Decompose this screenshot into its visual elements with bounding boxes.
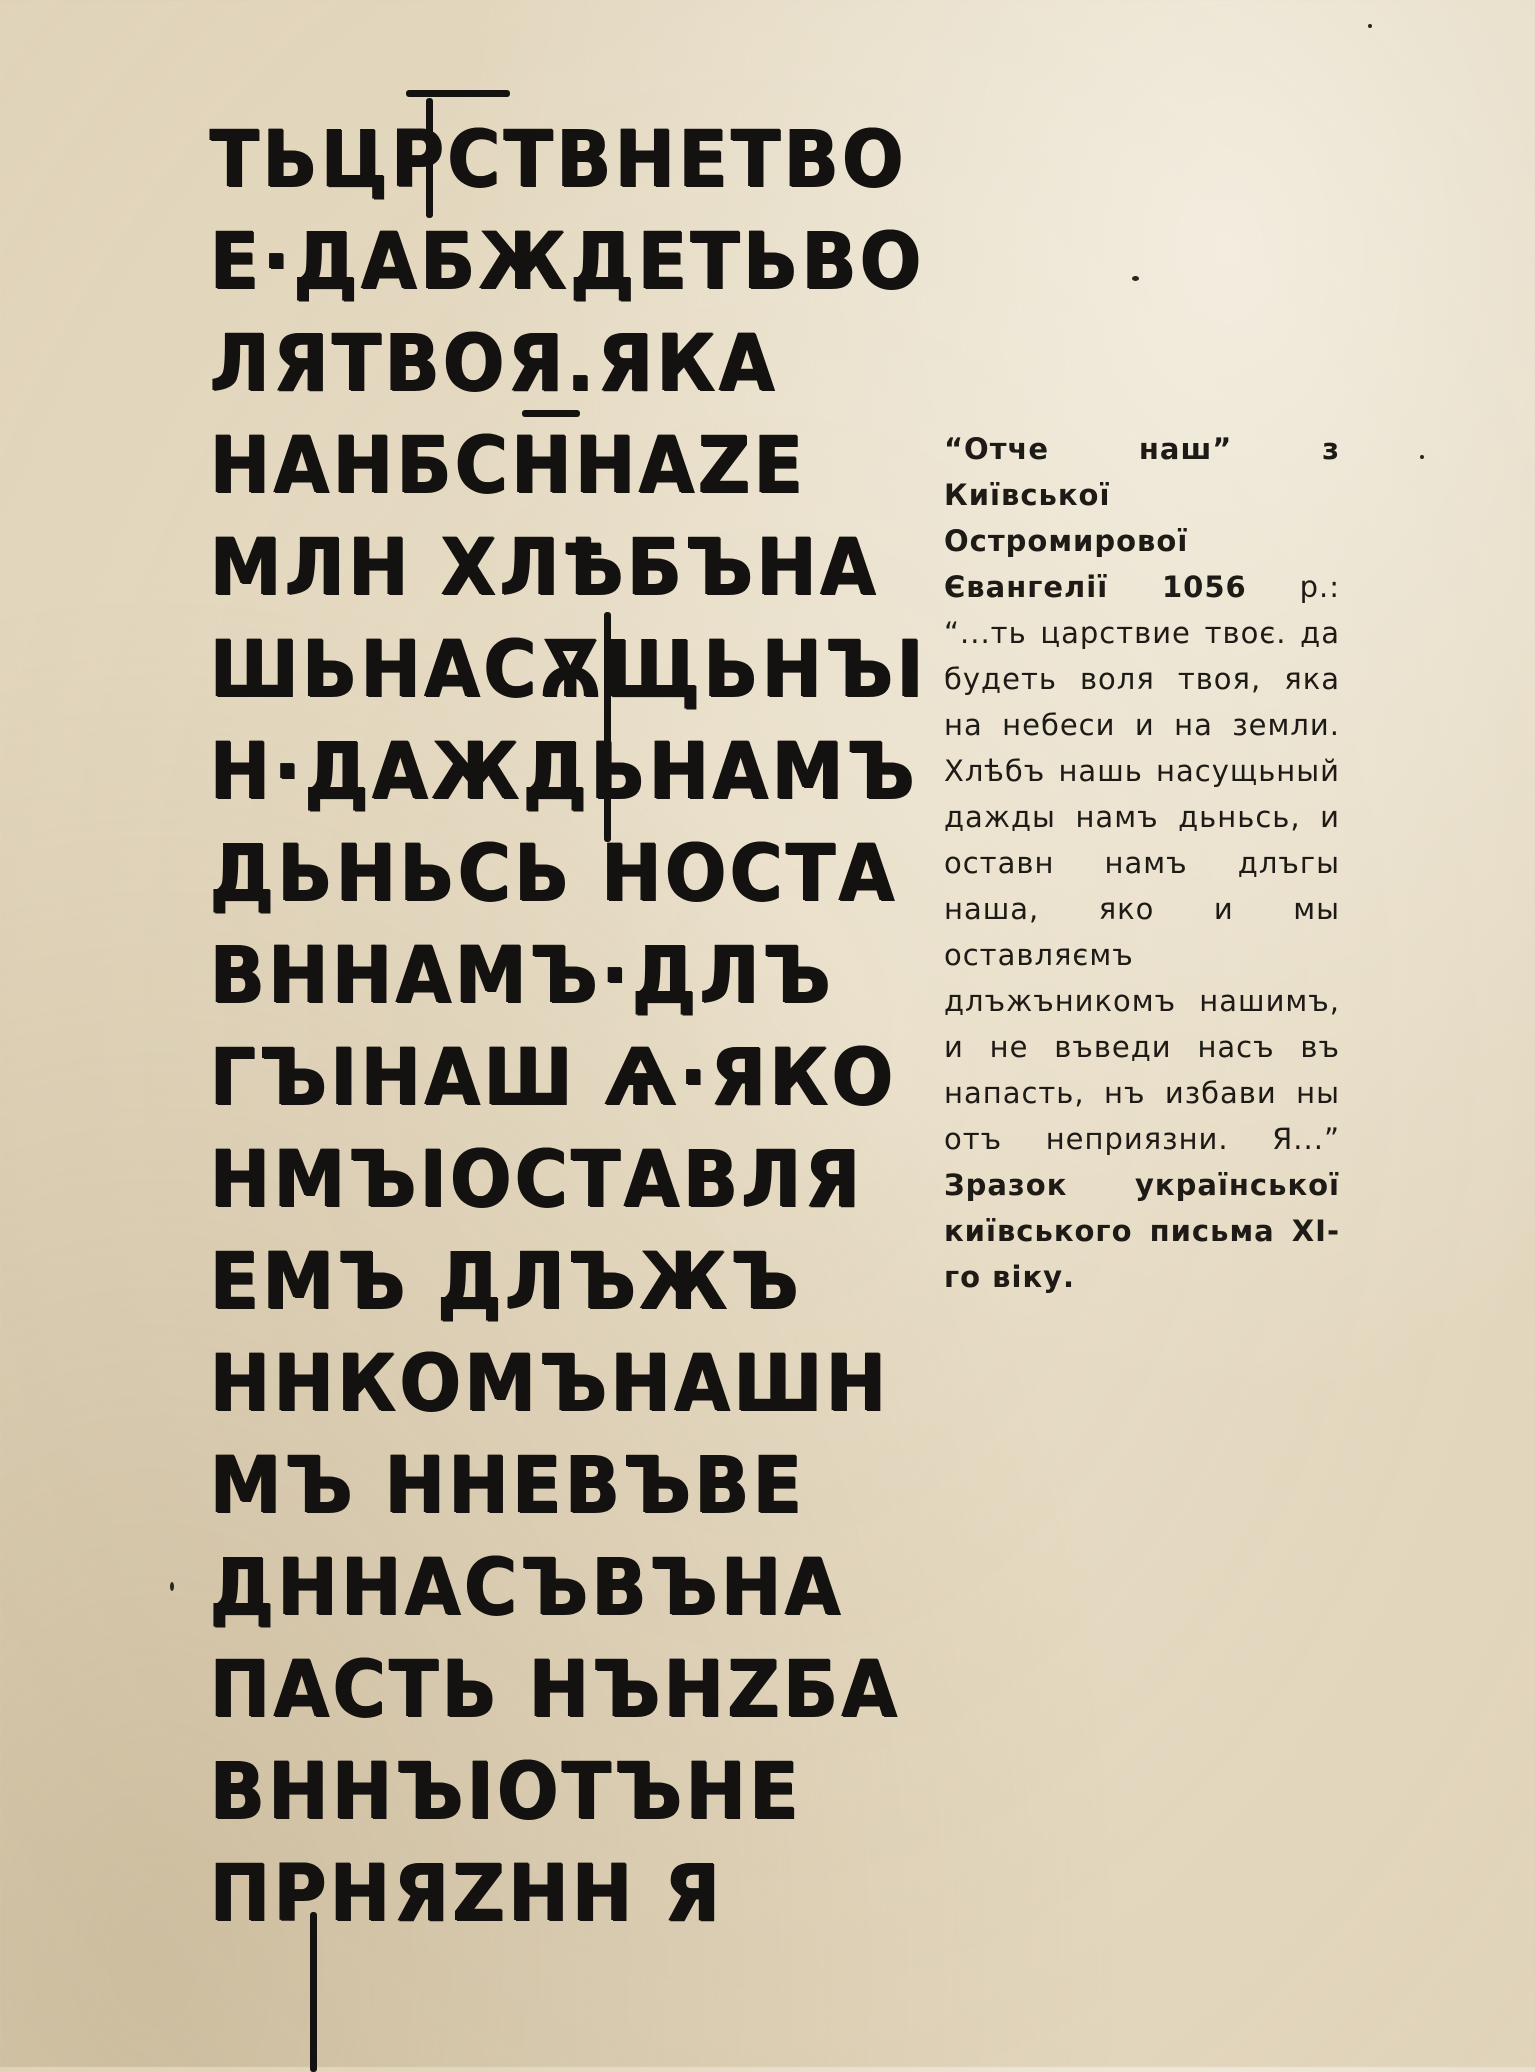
manuscript-line: ВННАМЪ·ДЛЪ	[210, 931, 835, 1021]
paper-speck	[1132, 276, 1139, 281]
manuscript-line: ННКОМЪНАШН	[210, 1339, 890, 1429]
manuscript-line: ДЬНЬСЬ НОСТА	[210, 829, 899, 919]
caption-text	[944, 426, 1340, 1300]
manuscript-line: ДННАСЪВЪНА	[210, 1543, 845, 1633]
caption-title: “Отче наш” з Київської Остромирової Євангелії 1056	[944, 432, 1340, 604]
manuscript-line: ШЬНАСѪЩЬНЪІ	[210, 625, 928, 715]
manuscript-line: МЪ ННЕВЪВЕ	[210, 1441, 806, 1531]
paper-speck	[1368, 24, 1372, 28]
manuscript-line: Е·ДАБЖДЕТЬВО	[210, 217, 925, 307]
manuscript-line: НАНБСННАZЕ	[210, 421, 807, 511]
manuscript-line: ПРНЯZНН Я	[210, 1849, 724, 1939]
paper-speck	[170, 1582, 174, 1591]
manuscript-line: ВННЪІОТЪНЕ	[210, 1747, 803, 1837]
manuscript-line: Н·ДАЖДЬНАМЪ	[210, 727, 919, 817]
manuscript-line: ЛЯТВОЯ.ЯКА	[210, 319, 779, 409]
titlo-mark	[406, 90, 510, 97]
caption-note: Зразок української київського письма XI-го віку.	[944, 1168, 1340, 1294]
manuscript-line: МЛН ХЛѢБЪНА	[210, 523, 880, 613]
paper-speck	[1420, 455, 1424, 459]
manuscript-line: ГЪІНАШ Ѧ·ЯКО	[210, 1033, 897, 1123]
caption-transcription: р.: “...ть царствие твоє. да будеть воля твоя, яка на небеси и на земли. Хлѣбъ нашь насущьный дажды намъ дьньсь, и оставн намъ длъгы наша, яко и мы оставляємъ длъжъникомъ нашимъ, и не въведи насъ въ напасть, нъ избави ны отъ неприязни. Я...”	[944, 570, 1340, 1156]
manuscript-line: ПАСТЬ НЪНZБА	[210, 1645, 901, 1735]
manuscript-line: ЕМЪ ДЛЪЖЪ	[210, 1237, 803, 1327]
manuscript-facsimile	[210, 112, 930, 2002]
manuscript-line: НМЪІОСТАВЛЯ	[210, 1135, 864, 1225]
manuscript-line: ТЬЦРСТВНЕТВО	[210, 115, 908, 205]
